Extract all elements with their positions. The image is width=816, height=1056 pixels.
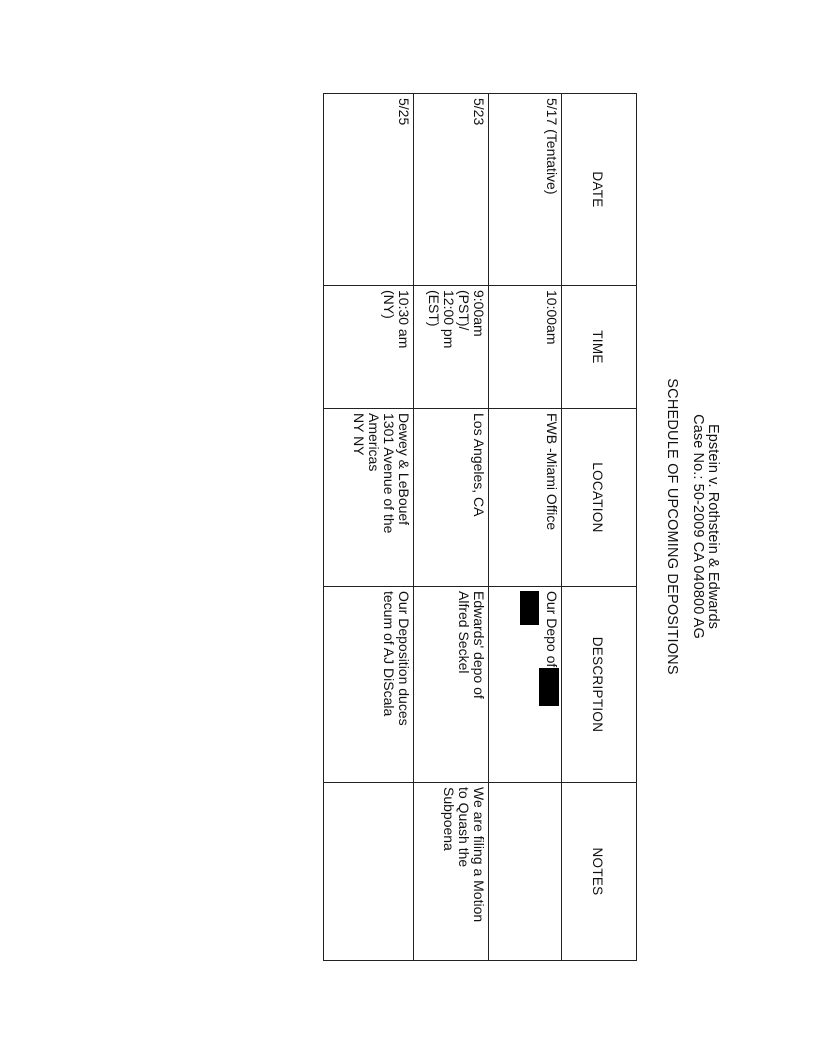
time-cell: 10:30 am (NY) — [324, 286, 414, 409]
location-cell: Los Angeles, CA — [414, 409, 489, 587]
table-header-row — [562, 94, 637, 961]
schedule-title: SCHEDULE OF UPCOMING DEPOSITIONS — [664, 378, 680, 675]
document-header — [664, 93, 720, 960]
column-header-location: LOCATION — [562, 409, 637, 587]
location-cell: Dewey & LeBouef 1301 Avenue of the Americas NY NY — [324, 409, 414, 587]
date-cell: 5/25 — [324, 94, 414, 286]
date-cell: 5/23 — [414, 94, 489, 286]
table-row — [414, 94, 489, 961]
document-content — [305, 93, 720, 960]
column-header-description: DESCRIPTION — [562, 587, 637, 783]
time-cell: 10:00am — [489, 286, 562, 409]
case-number: Case No.: 50-2009 CA 040800 AG — [690, 414, 706, 639]
time-cell: 9:00am (PST)/ 12:00 pm (EST) — [414, 286, 489, 409]
notes-cell — [489, 783, 562, 961]
description-cell: Edwards' depo of Alfred Seckel — [414, 587, 489, 783]
depositions-table — [323, 93, 637, 961]
location-cell: FWB -Miami Office — [489, 409, 562, 587]
column-header-date: DATE — [562, 94, 637, 286]
redaction-bar — [539, 668, 559, 706]
description-cell: Our Depo of — [489, 587, 562, 783]
description-cell: Our Deposition duces tecum of AJ DiScala — [324, 587, 414, 783]
notes-cell — [324, 783, 414, 961]
case-title: Epstein v. Rothstein & Edwards — [705, 423, 721, 630]
column-header-time: TIME — [562, 286, 637, 409]
redaction-bar — [520, 591, 539, 625]
table-row — [324, 94, 414, 961]
column-header-notes: NOTES — [562, 783, 637, 961]
table-row — [489, 94, 562, 961]
date-cell: 5/17 (Tentative) — [489, 94, 562, 286]
notes-cell: We are filing a Motion to Quash the Subpoena — [414, 783, 489, 961]
